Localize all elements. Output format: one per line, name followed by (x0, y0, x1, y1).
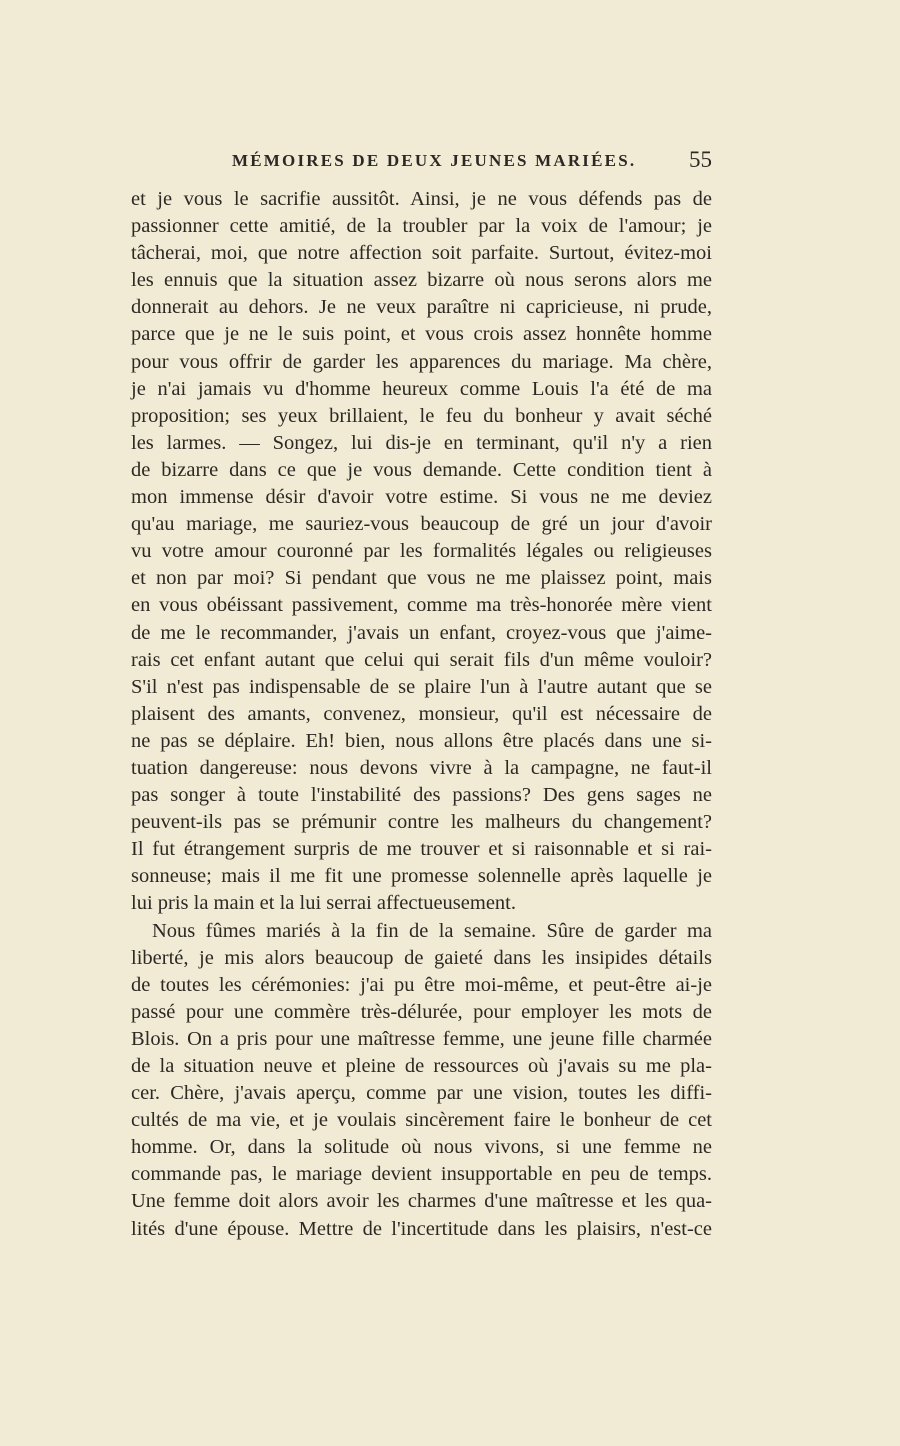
text-line: tâcherai, moi, que notre affection soit parfaite. Surtout, évitez-moi (131, 242, 712, 265)
text-line: mon immense désir d'avoir votre estime. Si vous ne me deviez (131, 486, 712, 509)
text-line: proposition; ses yeux brillaient, le feu du bonheur y avait séché (131, 404, 712, 427)
text-line: passé pour une commère très-délurée, pour employer les mots de (131, 1000, 712, 1023)
text-line: Il fut étrangement surpris de me trouver et si raisonnable et si rai- (131, 838, 712, 861)
text-line: les larmes. — Songez, lui dis-je en terminant, qu'il n'y a rien (131, 431, 712, 454)
body-text (131, 186, 712, 1243)
text-line: de toutes les cérémonies: j'ai pu être moi-même, et peut-être ai-je (131, 973, 712, 996)
text-line: homme. Or, dans la solitude où nous vivons, si une femme ne (131, 1136, 712, 1159)
text-line: cer. Chère, j'avais aperçu, comme par une vision, toutes les diffi- (131, 1082, 712, 1105)
text-line: de bizarre dans ce que je vous demande. Cette condition tient à (131, 458, 712, 481)
text-line: et non par moi? Si pendant que vous ne me plaissez point, mais (131, 567, 712, 590)
running-head (131, 147, 712, 181)
text-line: cultés de ma vie, et je voulais sincèrement faire le bonheur de cet (131, 1109, 712, 1132)
text-line: en vous obéissant passivement, comme ma très-honorée mère vient (131, 594, 712, 617)
text-line: les ennuis que la situation assez bizarre où nous serons alors me (131, 269, 712, 292)
paragraph-start-line: Nous fûmes mariés à la fin de la semaine. Sûre de garder ma (152, 919, 712, 942)
text-line: liberté, je mis alors beaucoup de gaieté dans les insipides détails (131, 946, 712, 969)
text-line: qu'au mariage, me sauriez-vous beaucoup de gré un jour d'avoir (131, 513, 712, 536)
text-line: sonneuse; mais il me fit une promesse solennelle après laquelle je (131, 865, 712, 888)
text-line: ne pas se déplaire. Eh! bien, nous allons être placés dans une si- (131, 729, 712, 752)
text-line: et je vous le sacrifie aussitôt. Ainsi, je ne vous défends pas de (131, 188, 712, 210)
text-line: peuvent-ils pas se prémunir contre les malheurs du changement? (131, 811, 712, 834)
text-line: pour vous offrir de garder les apparences du mariage. Ma chère, (131, 350, 712, 373)
text-line: de me le recommander, j'avais un enfant, croyez-vous que j'aime- (131, 621, 712, 644)
paragraph-end-line: lui pris la main et la lui serrai affectueusement. (131, 892, 516, 915)
text-line: donnerait au dehors. Je ne veux paraître ni capricieuse, ni prude, (131, 296, 712, 319)
text-line: rais cet enfant autant que celui qui serait fils d'un même vouloir? (131, 648, 712, 671)
text-line: de la situation neuve et pleine de ressources où j'avais su me pla- (131, 1055, 712, 1077)
text-line: je n'ai jamais vu d'homme heureux comme Louis l'a été de ma (131, 377, 712, 400)
running-title: MÉMOIRES DE DEUX JEUNES MARIÉES. (232, 151, 637, 170)
text-line: Une femme doit alors avoir les charmes d'une maîtresse et les qua- (131, 1190, 712, 1213)
text-line: vu votre amour couronné par les formalités légales ou religieuses (131, 540, 712, 563)
text-line: passionner cette amitié, de la troubler par la voix de l'amour; je (131, 215, 712, 238)
page-number: 55 (689, 147, 712, 172)
text-line: commande pas, le mariage devient insupportable en peu de temps. (131, 1163, 712, 1186)
text-line: pas songer à toute l'instabilité des passions? Des gens sages ne (131, 784, 712, 807)
text-line: lités d'une épouse. Mettre de l'incertitude dans les plaisirs, n'est-ce (131, 1217, 712, 1240)
text-line: Blois. On a pris pour une maîtresse femme, une jeune fille charmée (131, 1027, 712, 1050)
text-line: tuation dangereuse: nous devons vivre à la campagne, ne faut-il (131, 756, 712, 779)
text-line: parce que je ne le suis point, et vous crois assez honnête homme (131, 323, 712, 346)
text-line: plaisent des amants, convenez, monsieur, qu'il est nécessaire de (131, 702, 712, 725)
text-line: S'il n'est pas indispensable de se plaire l'un à l'autre autant que se (131, 675, 712, 698)
